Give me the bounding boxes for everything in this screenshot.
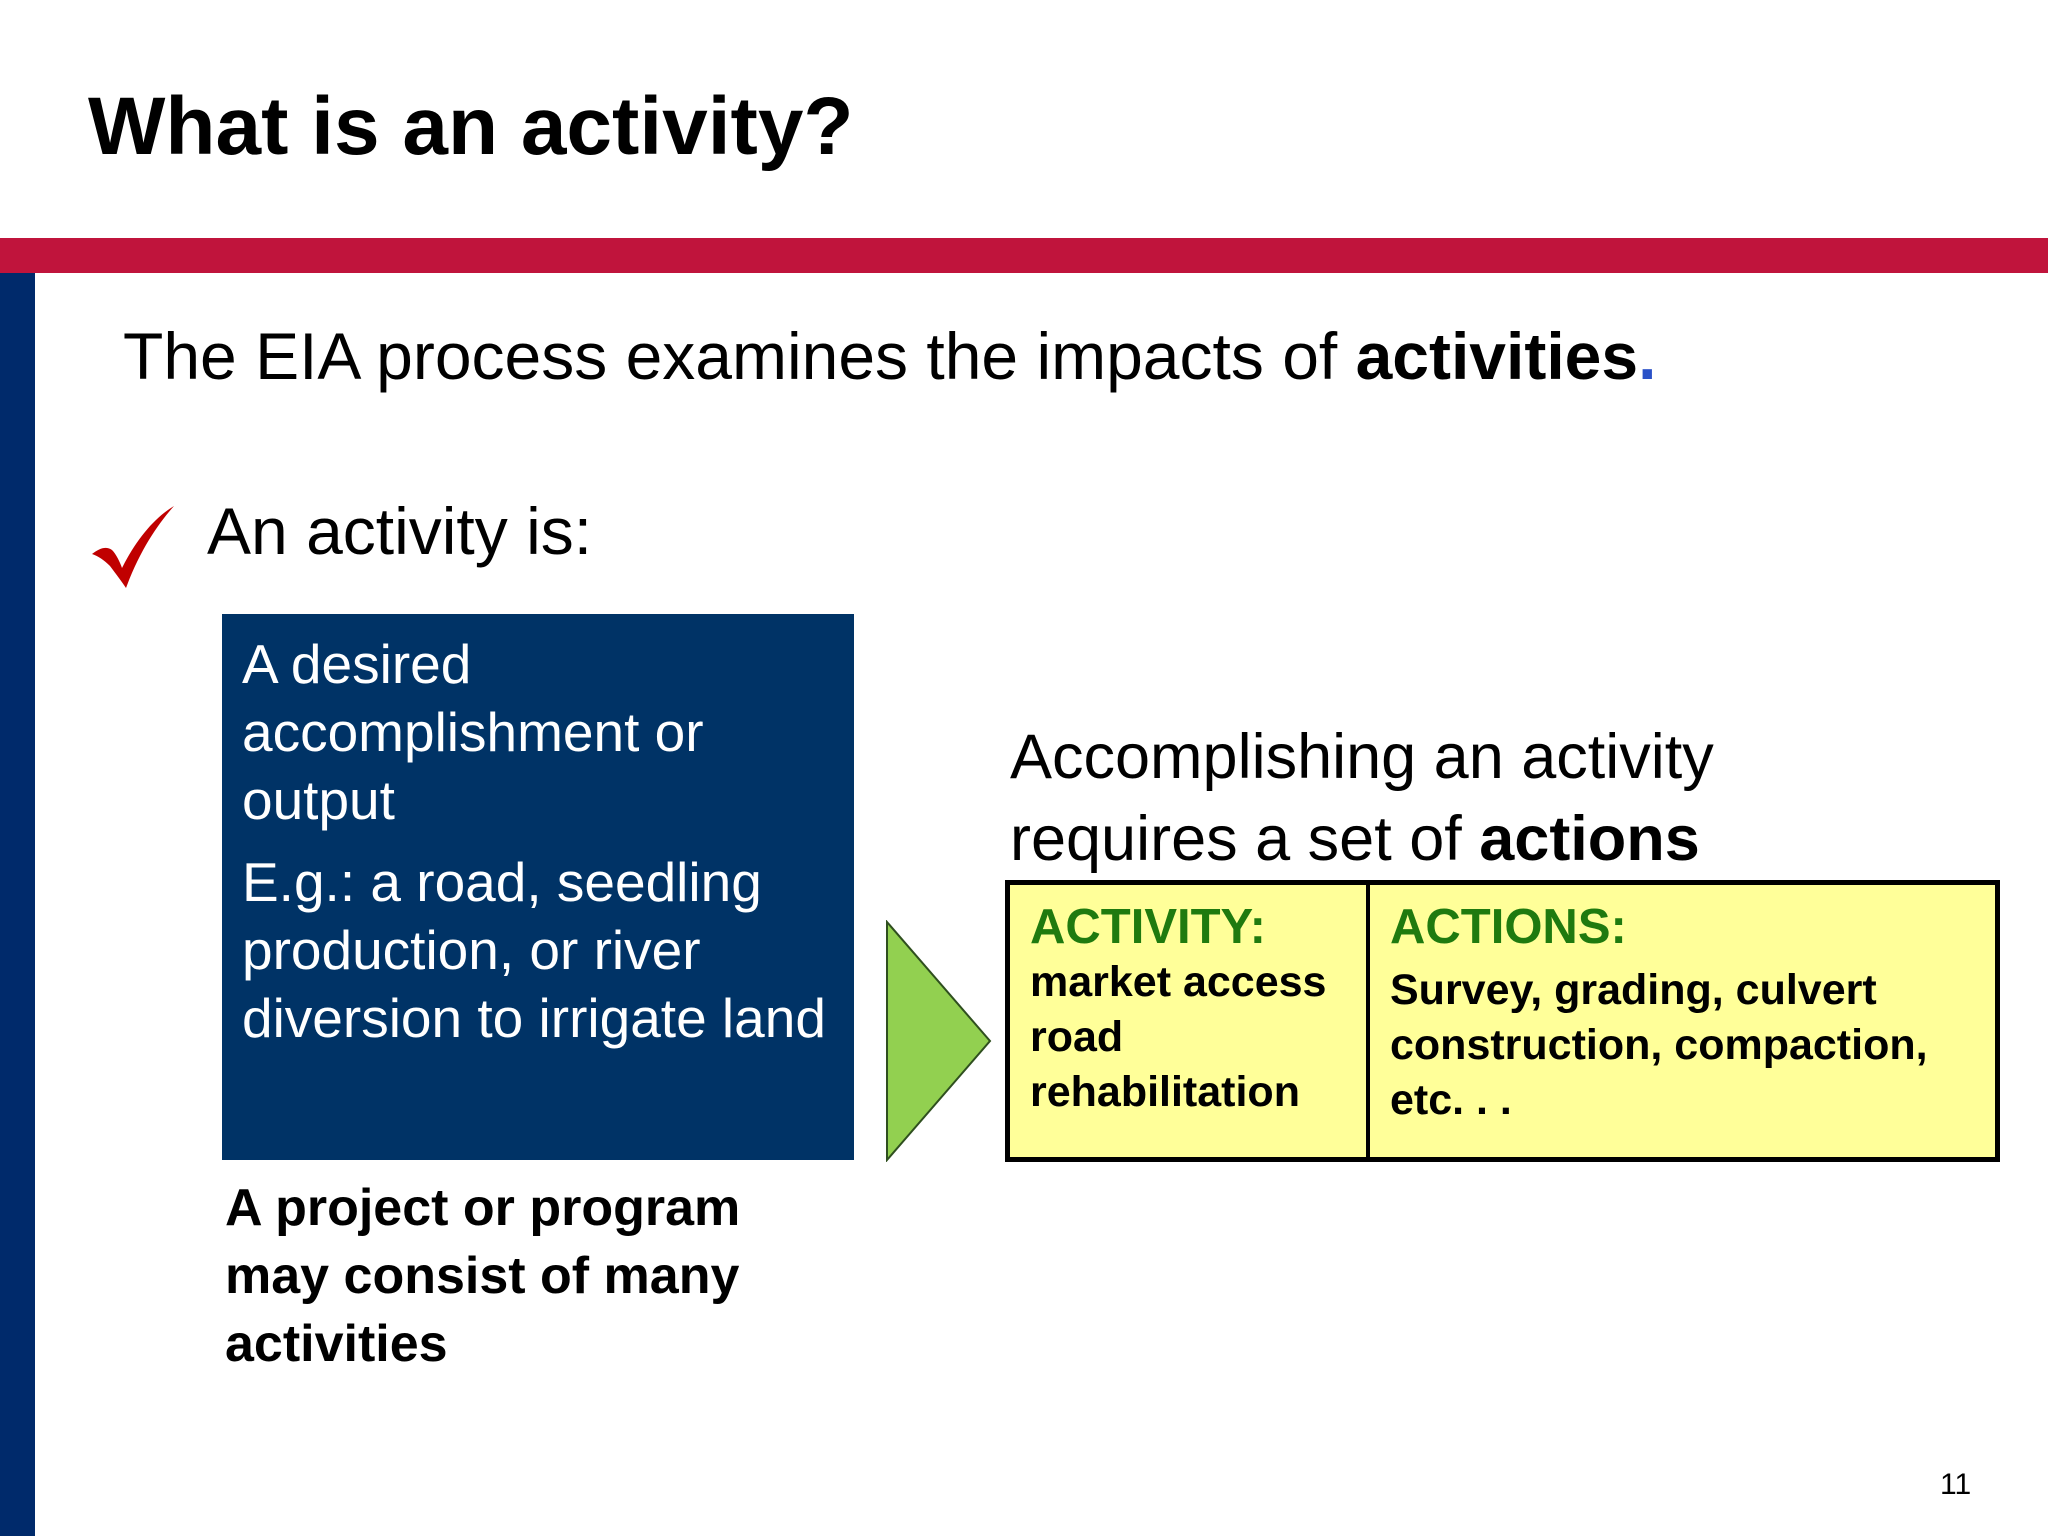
actions-cell bbox=[1370, 885, 1995, 1157]
activity-cell bbox=[1010, 885, 1370, 1157]
actions-body: Survey, grading, culvert construction, compaction, etc. . . bbox=[1390, 966, 1928, 1124]
actions-heading-line1: Accomplishing an activity bbox=[1010, 722, 1714, 792]
activity-header: ACTIVITY: bbox=[1030, 900, 1266, 954]
title-divider-bar bbox=[0, 238, 2048, 273]
arrow-right-icon bbox=[885, 920, 993, 1162]
left-accent-bar bbox=[0, 273, 35, 1536]
actions-heading-text: requires a set of bbox=[1010, 804, 1480, 874]
definition-box bbox=[222, 614, 854, 1160]
intro-period: . bbox=[1638, 319, 1657, 393]
definition-example: E.g.: a road, seedling production, or river diversion to irrigate land bbox=[242, 851, 826, 1049]
actions-header: ACTIONS: bbox=[1390, 900, 1627, 954]
project-note: A project or program may consist of many activities bbox=[225, 1179, 741, 1373]
definition-text: A desired accomplishment or output bbox=[242, 633, 704, 831]
slide-title: What is an activity? bbox=[88, 81, 854, 172]
actions-heading-keyword: actions bbox=[1479, 804, 1700, 874]
intro-keyword: activities bbox=[1355, 319, 1639, 393]
intro-text: The EIA process examines the impacts of bbox=[123, 319, 1356, 393]
actions-heading bbox=[1010, 716, 1714, 880]
actions-heading-line2 bbox=[1010, 798, 1714, 880]
activity-actions-table bbox=[1005, 880, 2000, 1162]
intro-sentence bbox=[123, 320, 1656, 393]
activity-body: market access road rehabilitation bbox=[1030, 958, 1327, 1116]
page-number: 11 bbox=[1940, 1468, 1972, 1501]
checkmark-icon bbox=[88, 502, 178, 592]
bullet-label: An activity is: bbox=[207, 494, 593, 568]
